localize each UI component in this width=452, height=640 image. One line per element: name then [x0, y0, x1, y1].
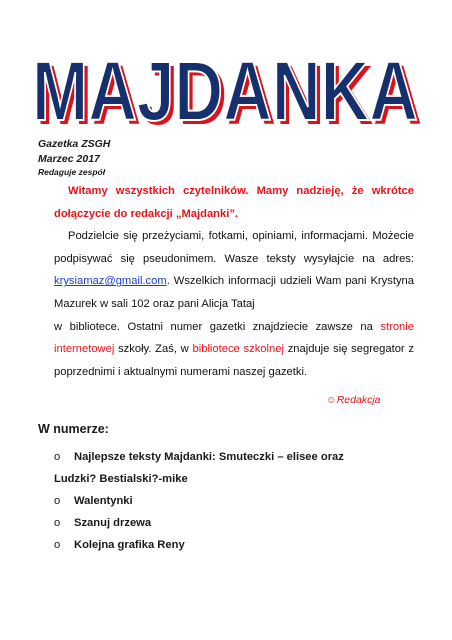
contact-text-start: Podzielcie się przeżyciami, fotkami, opiniami, informacjami. Możecie podpisywać się pseudonimem. Wasze teksty wysyłajcie na adres: — [54, 230, 414, 265]
bullet-icon: o — [54, 517, 61, 529]
masthead-shadow: MAJDANKA — [36, 48, 422, 130]
list-item — [54, 446, 414, 468]
list-item-text: Najlepsze teksty Majdanki: Smuteczki – elisee oraz — [74, 451, 344, 463]
article-body — [54, 180, 414, 383]
bullet-icon: o — [54, 451, 61, 463]
list-item-text: Szanuj drzewa — [74, 517, 152, 529]
editorial-signature: ☺Redakcja — [326, 394, 381, 406]
school-library-highlight: bibliotece szkolnej — [192, 343, 284, 356]
meta-issue-date: Marzec 2017 — [38, 153, 100, 165]
contact-text-end: . Wszelkich informacji udzieli Wam pani Krystyna Mazurek w sali 102 oraz pani Alicja Tataj — [54, 275, 414, 310]
meta-editors: Redaguje zespół — [38, 167, 106, 177]
list-item-text: Kolejna grafika Reny — [74, 539, 185, 551]
list-item-continuation: Ludzki? Bestialski?-mike — [54, 473, 188, 485]
masthead-logo-graphic — [24, 46, 428, 130]
bullet-icon: o — [54, 539, 61, 551]
school-website-highlight: stronie internetowej — [54, 320, 414, 356]
masthead-title: MAJDANKA — [32, 46, 418, 130]
library-text-end: znajduje się segregator z poprzednimi i aktualnymi numerami naszej gazetki. — [54, 343, 414, 378]
masthead-logo — [24, 46, 428, 130]
bullet-icon: o — [54, 495, 61, 507]
welcome-paragraph: Witamy wszystkich czytelników. Mamy nadzieję, że wkrótce dołączycie do redakcji „Majdanki”. — [54, 185, 414, 220]
list-item — [54, 490, 414, 512]
email-link[interactable]: krysiamaz@gmail.com — [54, 275, 167, 288]
library-text-middle: szkoły. Zaś, w — [114, 343, 193, 356]
list-item — [54, 512, 414, 534]
contact-paragraph — [54, 225, 414, 315]
list-item-text: Walentynki — [74, 495, 133, 507]
contents-title: W numerze: — [38, 422, 109, 436]
meta-newsletter-name: Gazetka ZSGH — [38, 138, 111, 150]
library-paragraph — [54, 316, 414, 384]
contents-list — [54, 446, 414, 556]
list-item — [54, 534, 414, 556]
library-text-start: w bibliotece. Ostatni numer gazetki znajdziecie zawsze na — [54, 320, 381, 333]
